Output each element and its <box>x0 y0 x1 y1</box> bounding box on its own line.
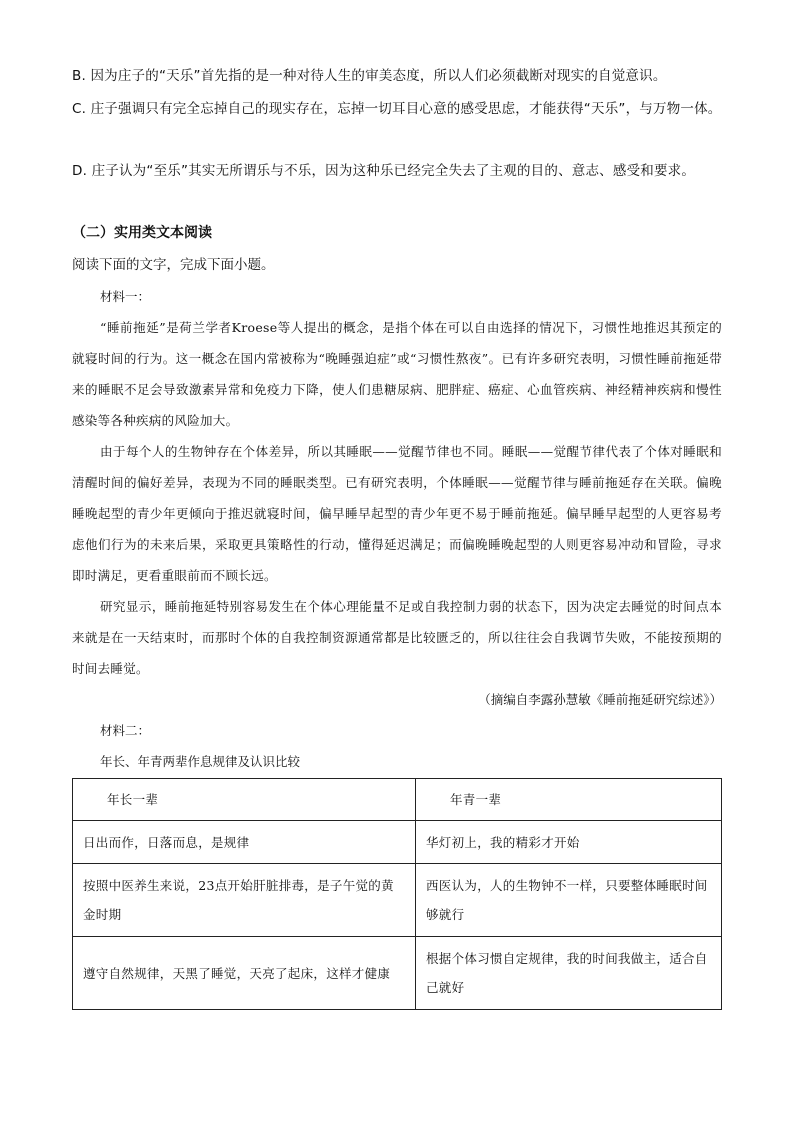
table-header-younger: 年青一辈 <box>416 779 722 821</box>
material1-paragraph-3: 研究显示，睡前拖延特别容易发生在个体心理能量不足或自我控制力弱的状态下，因为决定去睡觉的时间点本来就是在一天结束时，而那时个体的自我控制资源通常都是比较匮乏的，所以往往会自我调节失败，不能按预期的时间去睡觉。 <box>72 599 722 676</box>
table-row <box>73 864 722 937</box>
option-b: B. 因为庄子的“天乐”首先指的是一种对待人生的审美态度，所以人们必须截断对现实的自觉意识。 <box>72 68 667 84</box>
comparison-table <box>72 778 722 1010</box>
table-cell: 按照中医养生来说，23点开始肝脏排毒，是子午觉的黄金时期 <box>73 864 416 937</box>
material2-label: 材料二： <box>100 723 151 738</box>
table-cell: 日出而作，日落而息，是规律 <box>73 821 416 864</box>
table-caption: 年长、年青两辈作息规律及认识比较 <box>100 754 301 769</box>
material1-paragraph-2: 由于每个人的生物钟存在个体差异，所以其睡眠——觉醒节律也不同。睡眠——觉醒节律代表了个体对睡眠和清醒时间的偏好差异，表现为不同的睡眠类型。已有研究表明，个体睡眠——觉醒节律与睡前拖延存在关联。偏晚睡晚起型的青少年更倾向于推迟就寝时间，偏早睡早起型的青少年更不易于睡前拖延。偏早睡早起型的人更容易考虑他们行为的未来后果，采取更具策略性的行动，懂得延迟满足；而偏晚睡晚起型的人则更容易冲动和冒险，寻求即时满足，更看重眼前而不顾长远。 <box>72 444 722 583</box>
option-d: D. 庄子认为“至乐”其实无所谓乐与不乐，因为这种乐已经完全失去了主观的目的、意志、感受和要求。 <box>72 163 696 179</box>
material1-paragraph-1: “睡前拖延”是荷兰学者Kroese等人提出的概念，是指个体在可以自由选择的情况下，习惯性地推迟其预定的就寝时间的行为。这一概念在国内常被称为“晚睡强迫症”或“习惯性熬夜”。已有许多研究表明，习惯性睡前拖延带来的睡眠不足会导致激素异常和免疫力下降，使人们患糖尿病、肥胖症、癌症、心血管疾病、神经精神疾病和慢性感染等各种疾病的风险加大。 <box>72 320 722 428</box>
table-cell: 西医认为，人的生物钟不一样，只要整体睡眠时间够就行 <box>416 864 722 937</box>
table-row <box>73 821 722 864</box>
section-heading: （二）实用类文本阅读 <box>72 225 212 241</box>
section-instruction: 阅读下面的文字，完成下面小题。 <box>72 257 275 273</box>
table-cell: 遵守自然规律，天黑了睡觉，天亮了起床，这样才健康 <box>73 937 416 1010</box>
table-cell: 根据个体习惯自定规律，我的时间我做主，适合自己就好 <box>416 937 722 1010</box>
material1-source: （摘编自李露孙慧敏《睡前拖延研究综述》） <box>478 692 722 707</box>
table-cell: 华灯初上，我的精彩才开始 <box>416 821 722 864</box>
table-header-row <box>73 779 722 821</box>
table-header-older: 年长一辈 <box>73 779 416 821</box>
option-c: C. 庄子强调只有完全忘掉自己的现实存在，忘掉一切耳目心意的感受思虑，才能获得“天乐”，与万物一体。 <box>72 101 722 117</box>
material1-label: 材料一： <box>100 289 151 304</box>
table-row <box>73 937 722 1010</box>
